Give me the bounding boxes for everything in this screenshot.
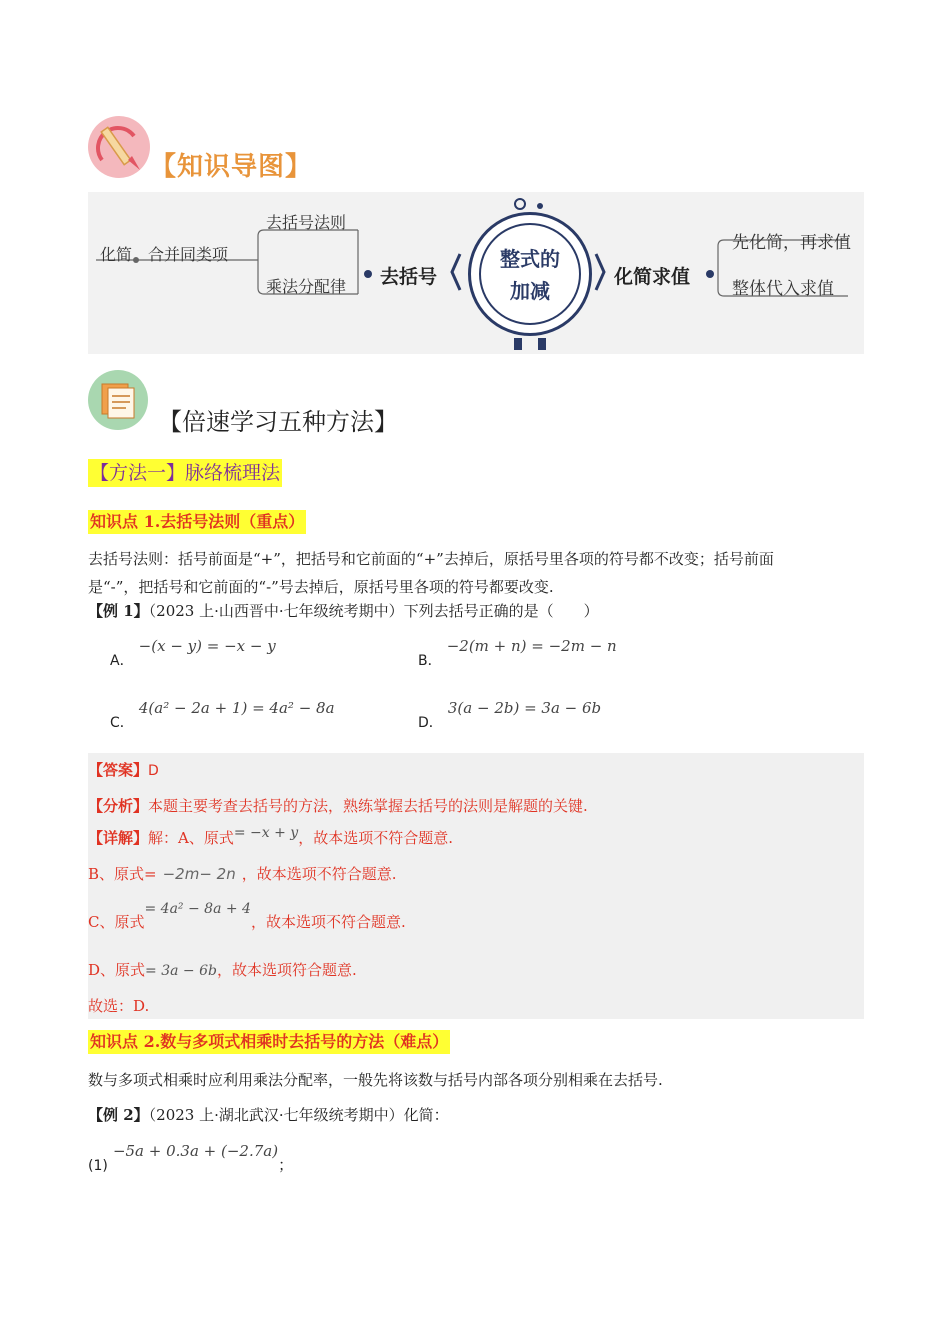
example-1-tag: 【例 1】 xyxy=(88,602,149,620)
detail-a-suffix: ，故本选项不符合题意. xyxy=(298,829,453,847)
knowledge-point-2-text: 数与多项式相乘时应利用乘法分配率，一般先将该数与括号内部各项分别相乘在去括号. xyxy=(88,1071,663,1089)
detail-tag: 【详解】 xyxy=(88,829,149,847)
knowledge-point-2-label: 知识点 2.数与多项式相乘时去括号的方法（难点） xyxy=(88,1030,450,1054)
example-2-item-1-number: (1) xyxy=(88,1158,108,1174)
detail-b-suffix: ，故本选项不符合题意. xyxy=(241,865,397,883)
mind-map-merge-like-terms: 合并同类项 xyxy=(148,245,229,264)
example-2-tag: 【例 2】 xyxy=(88,1106,149,1124)
knowledge-point-1-line2: 是“-”，把括号和它前面的“-”号去掉后，原括号里各项的符号都要改变. xyxy=(88,578,554,596)
option-a-expr: −(x − y) = −x − y xyxy=(138,637,276,655)
ruler-compass-icon xyxy=(88,116,150,178)
option-c-letter: C． xyxy=(110,715,134,731)
mind-map-center xyxy=(468,212,592,336)
option-b-expr: −2(m + n) = −2m − n xyxy=(446,637,617,655)
option-b-letter: B． xyxy=(418,653,442,669)
mind-map xyxy=(88,192,864,354)
option-d xyxy=(418,698,602,731)
documents-icon xyxy=(88,370,148,430)
detail-b-line xyxy=(88,863,397,884)
option-d-letter: D． xyxy=(418,715,443,731)
mind-map-center-line1: 整式的 xyxy=(500,247,560,271)
detail-d-prefix: D、原式 xyxy=(88,961,146,979)
mind-map-rule-remove-brackets: 去括号法则 xyxy=(266,213,347,232)
detail-a-line xyxy=(88,827,453,848)
knowledge-point-1-label: 知识点 1.去括号法则（重点） xyxy=(88,510,306,534)
detail-c-expr: = 4a² − 8a + 4 xyxy=(144,901,251,917)
detail-a-expr: = −x + y xyxy=(233,825,299,841)
answer-value: D xyxy=(148,763,159,779)
mind-map-center-line2: 加减 xyxy=(510,279,550,303)
detail-d-suffix: ，故本选项符合题意. xyxy=(216,961,357,979)
detail-b-expr: −2m− 2n xyxy=(162,865,236,883)
option-c xyxy=(110,698,335,731)
mind-map-simplify-then-evaluate: 先化简，再求值 xyxy=(732,233,851,253)
section-title-five-methods: 【倍速学习五种方法】 xyxy=(158,408,398,436)
mind-map-node-simplify-evaluate: 化简求值 xyxy=(614,266,691,288)
example-2-item-1-expr: −5a + 0.3a + (−2.7a) xyxy=(112,1142,279,1160)
example-2-source: （2023 上·湖北武汉·七年级统考期中）化简： xyxy=(148,1106,449,1124)
mind-map-node-remove-brackets: 去括号 xyxy=(380,266,438,288)
knowledge-point-1-line1: 去括号法则：括号前面是“+”，把括号和它前面的“+”去掉后，原括号里各项的符号都不改变；括号前面 xyxy=(88,550,774,568)
example-2-header xyxy=(88,1104,449,1125)
analysis-tag: 【分析】 xyxy=(88,797,149,815)
method-one-label: 【方法一】脉络梳理法 xyxy=(88,459,282,487)
mind-map-substitute-whole: 整体代入求值 xyxy=(732,279,834,299)
example-2-item-1-end: ； xyxy=(278,1156,294,1174)
answer-tag: 【答案】 xyxy=(88,761,149,779)
detail-b-prefix: B、原式= xyxy=(88,865,157,883)
analysis-line xyxy=(88,795,588,816)
option-a-letter: A． xyxy=(110,653,134,669)
option-a xyxy=(110,636,276,669)
detail-d-line xyxy=(88,959,357,980)
conclusion-line: 故选：D. xyxy=(88,997,150,1015)
analysis-text: 本题主要考查去括号的方法，熟练掌握去括号的法则是解题的关键. xyxy=(148,797,588,815)
example-1-source: （2023 上·山西晋中·七年级统考期中）下列去括号正确的是（ ） xyxy=(148,602,599,620)
option-b xyxy=(418,636,617,669)
detail-d-expr: = 3a − 6b xyxy=(145,963,217,979)
example-2-item-1 xyxy=(88,1140,294,1174)
detail-c-suffix: ，故本选项不符合题意. xyxy=(250,913,406,931)
detail-c-line xyxy=(88,901,406,932)
section-title-mindmap: 【知识导图】 xyxy=(150,152,313,182)
mind-map-rule-distributive: 乘法分配律 xyxy=(266,277,347,296)
knowledge-point-1-text xyxy=(88,545,864,601)
option-c-expr: 4(a² − 2a + 1) = 4a² − 8a xyxy=(138,699,335,717)
detail-c-prefix: C、原式 xyxy=(88,913,145,931)
detail-a-prefix: 解：A、原式 xyxy=(148,829,234,847)
mind-map-root: 化简 xyxy=(100,245,133,264)
answer-line xyxy=(88,759,159,780)
example-1-header xyxy=(88,600,599,621)
option-d-expr: 3(a − 2b) = 3a − 6b xyxy=(447,699,602,717)
answer-box xyxy=(88,753,864,1019)
